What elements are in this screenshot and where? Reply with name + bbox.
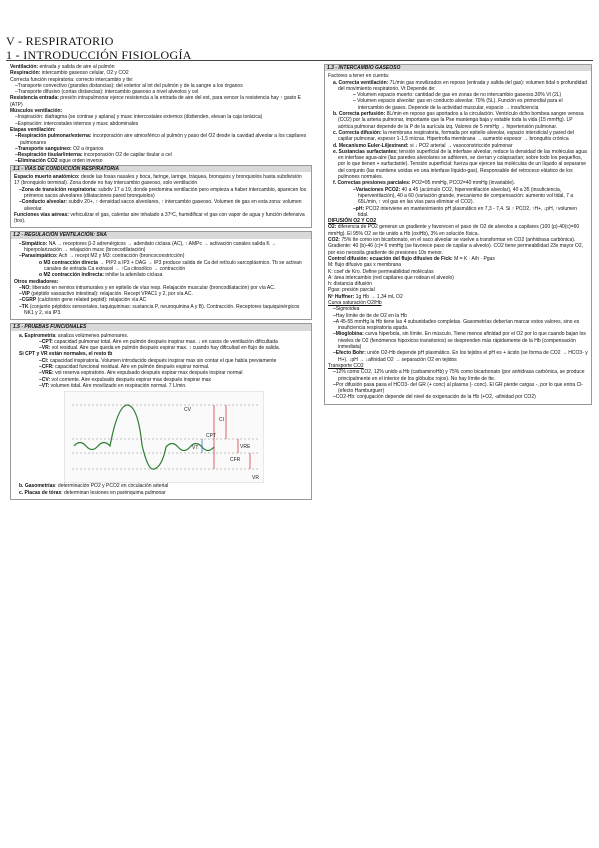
text-line	[328, 187, 588, 206]
text-line	[328, 369, 588, 382]
text-line	[14, 241, 308, 254]
line-key: –TK	[19, 303, 29, 310]
line-key: –CGRP	[19, 297, 37, 304]
line-key: –Parasimpático:	[19, 253, 58, 260]
line-text: desde las fosas nasales y boca, faringe, laringe, tráquea, bronquios y bronquiolos hasta subdivisión 17 (bronquiolo terminal). Zona donde no hay intercambio gaseoso, solo ventilación	[14, 174, 302, 187]
line-text: Factores a tener en cuenta:	[328, 73, 390, 80]
line-text: –Inspiración: diafragma (se contrae y aplana) y musc intercostales externos (distienden, elevan la caja torácica)	[15, 114, 263, 121]
diagram-label-cv: CV	[184, 407, 191, 414]
line-key: o M3 contracción directa	[39, 259, 98, 266]
section-body	[328, 73, 588, 218]
line-key: O2:	[328, 224, 337, 231]
line-text: subdiv 17 a 19, donde predomina ventilación pero empieza a haber intercambio, aparecen los primeros sacos alveolares (dilataciones pared bronquiolos)	[24, 186, 307, 199]
diagram-label-vre: VRE	[240, 444, 251, 451]
line-text: entrada y salida de aire al pulmón	[38, 64, 115, 70]
line-key: Funciones vías aéreas:	[14, 211, 70, 218]
line-key: –VT:	[39, 382, 50, 389]
line-text: incorporación aire atmosférico al pulmón y paso del O2 desde la cavidad alveolar a los capilares pulmonares	[20, 133, 307, 146]
text-line	[10, 133, 312, 146]
line-text: intercambio gaseoso celular, O2 y CO2	[40, 70, 129, 77]
diagram-label-cfr: CFR	[230, 457, 241, 464]
diagram-label-ci: CI	[219, 417, 224, 424]
line-key: e. Sustancias surfactantes:	[333, 148, 398, 155]
line-text: O2 a órganos	[71, 145, 104, 152]
line-text: : analiza volúmenes pulmonares.	[55, 332, 129, 339]
text-line	[14, 383, 308, 389]
text-line	[328, 394, 588, 400]
diagram-label-vr: VR	[252, 475, 259, 482]
curva-body	[328, 306, 588, 363]
section-title: 1.5 - PRUEBAS FUNCIONALES	[11, 324, 311, 330]
text-line	[328, 206, 588, 219]
line-text: Volumen espacio muerto: cantidad de gas en zonas de no intercambio gaseoso.30% Vt (2L)	[355, 92, 562, 99]
line-text: vol residual. Aire que queda en pulmón después espirar max. ↑ cuando hay dificultad en flujo de salida.	[50, 345, 280, 352]
line-text: inhibe la adenilato ciclasa	[104, 272, 163, 279]
text-line	[328, 98, 588, 111]
subheading-curva: Curva saturación O2/Hb	[328, 299, 382, 306]
page-subtitle: 1 - INTRODUCCIÓN FISIOLOGÍA	[6, 48, 192, 62]
line-key: Ventilación:	[10, 64, 39, 70]
line-key: b. Gasometrías	[19, 483, 56, 490]
line-key: –CI:	[39, 357, 49, 364]
line-key: a. Espirometría	[19, 332, 56, 339]
line-text: volumen tidal. Aire movilizado en respiración normal. 7 L/min.	[49, 382, 187, 389]
line-text: curva hiperbola, sin límite. En músculo. Tiene menos afinidad por el O2 por lo que cuando bajan los niveles de O2 (fenómenos hipoxicos transitorios) se desprenden más rápidamente de la Hb (compensación inmediata)	[338, 331, 586, 351]
line-key: –VIP	[19, 291, 30, 298]
text-line	[328, 130, 588, 143]
section-body-end	[14, 483, 308, 496]
line-text: si ↓ PO2 arterial → vasoconstricción pulmonar	[408, 142, 513, 149]
section-pruebas	[10, 323, 312, 500]
line-key: –	[333, 394, 336, 401]
line-text: capacidad inspiratoria. Volumen introducido después inspirar max sin contar el que había previamente	[48, 357, 277, 364]
text-line	[328, 331, 588, 350]
line-key: –VRE:	[39, 370, 54, 377]
right-column	[324, 64, 592, 408]
line-text: Por difusión pasa pasa el HCO3- del GR (+ conc) al plasma (- conc). El GR pierde cargas -, por lo que entra Cl- (efecto Hamburguer)	[335, 381, 583, 395]
intro-section	[10, 64, 312, 165]
line-text: –Espiración: intercostales internos y musc abdominales	[15, 120, 139, 127]
line-text: (calcitonin gene related peptid): relajación vía AC	[36, 297, 147, 304]
line-key: –Conducto alveolar:	[19, 199, 68, 206]
line-key: –Respiración tisular/interna:	[15, 152, 83, 159]
line-key: f. Correctas presiones parciales:	[333, 180, 411, 187]
line-key: –CPT:	[39, 338, 53, 345]
line-text: h: distancia difusión	[328, 281, 372, 288]
diagram-label-vt: VT	[192, 445, 199, 452]
text-line	[14, 187, 308, 200]
page-title: V - RESPIRATORIO	[6, 34, 114, 48]
line-key: –NO:	[19, 284, 31, 291]
line-text: Pgas: presión parcial	[328, 287, 375, 294]
line-text: 75% tte como ion bicarbonato, en el saco alveolar se vuelve a transformar en CO2 (anhidrasa carbónica). Gradiente: 40 (b)-46 (c)= 6 mmHg (se favorece paso de capilar a alveolo). CO2 tiene permeabilidad 23x mayor O2, por eso necesita gradiente de presiones 10x menor.	[328, 237, 583, 256]
line-key: c. Placas de tórax	[19, 489, 62, 496]
line-text: vol reserva espiratorio. Aire expulsado después espirar max después inspirar normal	[53, 370, 243, 377]
line-text: –Transporte difusivo (cortas distancias): intercambio gaseoso a nivel alveolos y cel	[15, 89, 199, 96]
line-text: (conjunto péptidos sensoriales, taquiquininas: sustancia P, neuroquinina A y B). Contracción. Receptores taquiquinérgicos NK1 y 2, vía IP3.	[24, 303, 300, 316]
line-text: diferencia de PO2 generan un gradiente y favorecen el paso de O2 de alveolos a capilares (100 (p)-40(c)=60 mmHg). El 95% O2 se tte unido a Hb (oxiHb), 3% en solución física.	[328, 224, 580, 237]
line-text: vol corriente. Aire expulsado después espirar max después inspirar max	[50, 376, 212, 383]
text-line	[328, 319, 588, 332]
line-text: A: área intercambio (red capilares que rodean el alveolo)	[328, 274, 454, 281]
line-key: –	[333, 318, 336, 325]
line-key: c. Correcta difusión:	[333, 129, 382, 136]
line-key: –	[353, 98, 356, 105]
line-text: Volumen espacio alveolar: gas en conducto alveolar. 70% (5L). Función es primordial para el intercambio de gases. Depende de la actividad muscular, espacio → insuficiencia	[355, 98, 563, 111]
line-text: Correcta función respiratoria: correcto intercambio y tte:	[10, 76, 134, 83]
line-key: b. Correcta perfusión:	[333, 111, 386, 118]
section-body	[14, 333, 308, 390]
line-text: subdiv 20+, ↑ densidad sacos alveolares, ↑ intercambio gaseoso. Volumen de gas en esta zona: volumen alveolar.	[24, 199, 302, 212]
line-key: –Simpático:	[19, 240, 48, 247]
line-key: –Mioglobina:	[333, 331, 364, 338]
line-text: → PIP2 a IP3 + DAG → IP3 produce salida de Ca del retículo sarcoplásmico. Tb se activan canales de entrada Ca extracel → ↑Ca citosólico → contracción	[44, 259, 302, 272]
section-title: 1.3 - INTERCAMBIO GASEOSO	[325, 65, 591, 71]
text-line	[10, 95, 312, 108]
line-key: a. Correcta ventilación:	[333, 79, 389, 86]
line-text: Sigmoidea	[335, 306, 360, 313]
line-key: –CFR:	[39, 364, 54, 371]
text-line	[328, 224, 588, 237]
line-text: tensión superficial de la interfase alveolar, reduce la densidad de las moléculas agua en interfase agua-aire (las paredes alveolares se adhieren, se cierran y colapsarían; sobre todo los pequeños, por lo que tienen + surfactante). Tensión superficial: fuerza que ejercen las moléculas de un líquido al separarse del conjunto (las mantiene unidas en una interfase líquido-gas). Responsable del retroceso elástico de los pulmones normales.	[338, 148, 587, 181]
title-divider	[6, 60, 593, 61]
text-line	[328, 111, 588, 130]
line-key: Resistencia entrada:	[10, 95, 59, 102]
line-text: Ach → recept M2 y M3: contracción (broncoconstricción)	[57, 253, 185, 260]
text-line	[14, 174, 308, 187]
line-key: Respiración:	[10, 70, 41, 77]
line-text: M = K · A/h · Pgas	[452, 255, 495, 262]
section-body	[14, 241, 308, 317]
line-key: –Variaciones PCO2:	[353, 186, 401, 193]
difusion-body	[328, 224, 588, 300]
subheading-transporte: Transporte CO2	[328, 362, 364, 369]
line-text: (péptido vasoactivo intestinal): relajación. Recept VPAC1 y 2, por vía AC.	[29, 291, 193, 298]
section-title: 1.1 - VÍAS DE CONDUCCIÓN RESPIRATORIA	[11, 166, 311, 172]
spirometry-diagram	[64, 391, 264, 483]
section-vias-conduccion	[10, 165, 312, 229]
text-line	[328, 149, 588, 180]
line-text: capacidad funcional residual. Aire en pulmón después espirar normal.	[53, 364, 210, 371]
text-line	[328, 237, 588, 256]
line-key: Músculos ventilación:	[10, 108, 63, 115]
line-text: 8L/min en reposo gas aportados a la circulación. Ventrículo dcho bombea sangre venosa (CO2) por la arteria pulmonar, importante que la Pse mantenga baja y estable toda la vida (15 mmHg). LP aórtica pulmonar depende de la P de la aurícula izq. Valores de 5 mmHg → hipertensión pulmonar.	[338, 111, 584, 130]
line-key: o M2 contracción indirecta:	[39, 272, 105, 279]
line-text: PO2=95 mmHg, PCO2=40 mmHg (invariable).	[410, 180, 516, 187]
section-title: 1.2 - REGULACIÓN VENTILACIÓN: SNA	[11, 232, 311, 238]
line-key: d. Mecanismo Euler-Liljestrand:	[333, 142, 409, 149]
line-text: liberado en nervios intramurales y en epitelio de vías resp. Relajación muscular (broncodilatación) por vía AC.	[30, 284, 276, 291]
line-text: capacidad pulmonar total. Aire en pulmón después inspirar max. ↓ en casos de ventilación dificultada	[52, 338, 278, 345]
text-line	[14, 260, 308, 273]
line-key: Otros mediadores:	[14, 278, 59, 285]
line-key: Nº Huffner:	[328, 293, 355, 300]
line-key: –Zona de transición respiratoria:	[19, 186, 97, 193]
line-text: Hay límite de tte de O2 en la Hb	[335, 312, 407, 319]
line-text: sigue orden inverso	[57, 158, 103, 165]
line-text: presión intrapulmonar ejerce resistencia a la entrada de aire del ext, para vencer la resistencia hay ↑ gasto E (ATP)	[10, 95, 301, 108]
line-text: 12% como CO2, 12% unido a Hb (carbaminoHb) y 75% como bicarbonato (por anhidrasa carbónica, se produce principalmente en el interior de los glóbulos rojos). No hay límite de tte.	[335, 369, 585, 382]
text-line	[14, 199, 308, 212]
line-text: CO2-Hb: conjugación depende del nivel de oxigenación de la Hb (+O2, -afinidad por CO2)	[335, 394, 536, 401]
line-key: –pH:	[353, 205, 365, 212]
line-text: PCO2 interviene en mantenimiento pH plasmático en 7,3 - 7,4. Si ↑ PCO2, ↑H+, ↓pH, ↑volumen tidal.	[358, 205, 577, 218]
line-key: –Respiración pulmonar/externa:	[15, 133, 92, 140]
line-text: : determinación PO2 y PCO2 en circulación arterial	[55, 483, 169, 490]
line-text: : determinan lesiones en parénquima pulmonar	[61, 489, 166, 496]
section-intercambio	[324, 64, 592, 405]
line-text: M: flujo difusivo gas x membrana	[328, 262, 402, 269]
line-key: –	[353, 92, 356, 99]
line-text: 40 a 45 (acúmulo CO2, hiperventilación alveolar), 40 a 35 (insuficiencia, hiperventilación), 40 a 60 (variación grande, mecanismo de compensación: aumento vol tidal, 7 a 65L/min, ↑ vol gas en las vías para eliminar el CO2).	[358, 186, 574, 206]
line-key: –	[333, 306, 336, 313]
line-text: vehiculizar el gas, calentar aire inhalado a 37ºC, humidificar el gas con vapor de agua y función defensiva (tos).	[14, 211, 305, 225]
line-key: –CV:	[39, 376, 51, 383]
line-key: Control difusión: ecuación del flujo difusivo de Fick:	[328, 255, 453, 262]
section-body	[14, 174, 308, 224]
line-key: –	[333, 381, 336, 388]
line-key: –VR:	[39, 345, 51, 352]
line-key: –Transporte sanguíneo:	[15, 145, 72, 152]
line-text: 7L/min gas movilizados en reposo (entrada y salida del gas): volumen tidal o profundidad del movimiento respiratorio. Vt Depende de:	[338, 79, 588, 92]
line-text: 1g Hb → 1,34 mL O2	[354, 293, 403, 300]
text-line	[14, 304, 308, 317]
text-line	[14, 212, 308, 225]
line-text: –Transporte convectivo (grandes distancias): del exterior al int del pulmón y de la sangre a los órganos	[15, 82, 243, 89]
text-line	[328, 80, 588, 93]
line-text: la membrana respiratoria, formada por epitelio alveolar, espacio intersticial y pared del capilar pulmonar, espesor 1-1,5 micras. Hipertrofia membrana → aumento espesor → bronquitis crónica	[338, 129, 574, 143]
line-key: CO2:	[328, 237, 340, 244]
text-line	[328, 350, 588, 363]
line-key: –	[333, 369, 336, 376]
line-key: –Efecto Bohr:	[333, 350, 366, 357]
line-text: incorporación O2 de capilar tisular a cel	[82, 152, 172, 159]
line-key: Etapas ventilación:	[10, 126, 56, 133]
text-line	[14, 490, 308, 496]
line-text: A 45-55 mmHg la Hb tiene las 4 subunidades completas. Gasometrías deberían marcar estos valores, sino es insuficiencia respiratoria aguda.	[335, 318, 580, 332]
line-text: NA → receptores β-2 adrenérgicos → adenilato ciclasa (AC), ↑ AMPc → activación canales salida K → hiperpolarización → relajación musc (broncodilatación)	[24, 240, 277, 254]
left-column	[10, 64, 312, 503]
line-key: Espacio muerto anatómico:	[14, 174, 80, 181]
line-key: Si CPT y VR están normales, el resto tb	[19, 351, 113, 358]
subheading-difusion: DIFUSIÓN O2 Y CO2	[328, 218, 377, 225]
line-key: –	[333, 312, 336, 319]
line-text: unión O2-Hb depende pH plasmático. En los tejidos el pH es + ácido (se forma de CO2 → HCO3- y H+). ↓pH → ↓afinidad O2 → separación O2 en tejidos	[338, 350, 588, 363]
diagram-label-cpt: CPT	[206, 433, 216, 440]
text-line	[328, 382, 588, 395]
transporte-body	[328, 369, 588, 400]
section-regulacion	[10, 231, 312, 320]
line-key: –Eliminación CO2	[15, 158, 58, 165]
line-text: K: coef de Kro. Define permeabilidad moléculas	[328, 268, 434, 275]
